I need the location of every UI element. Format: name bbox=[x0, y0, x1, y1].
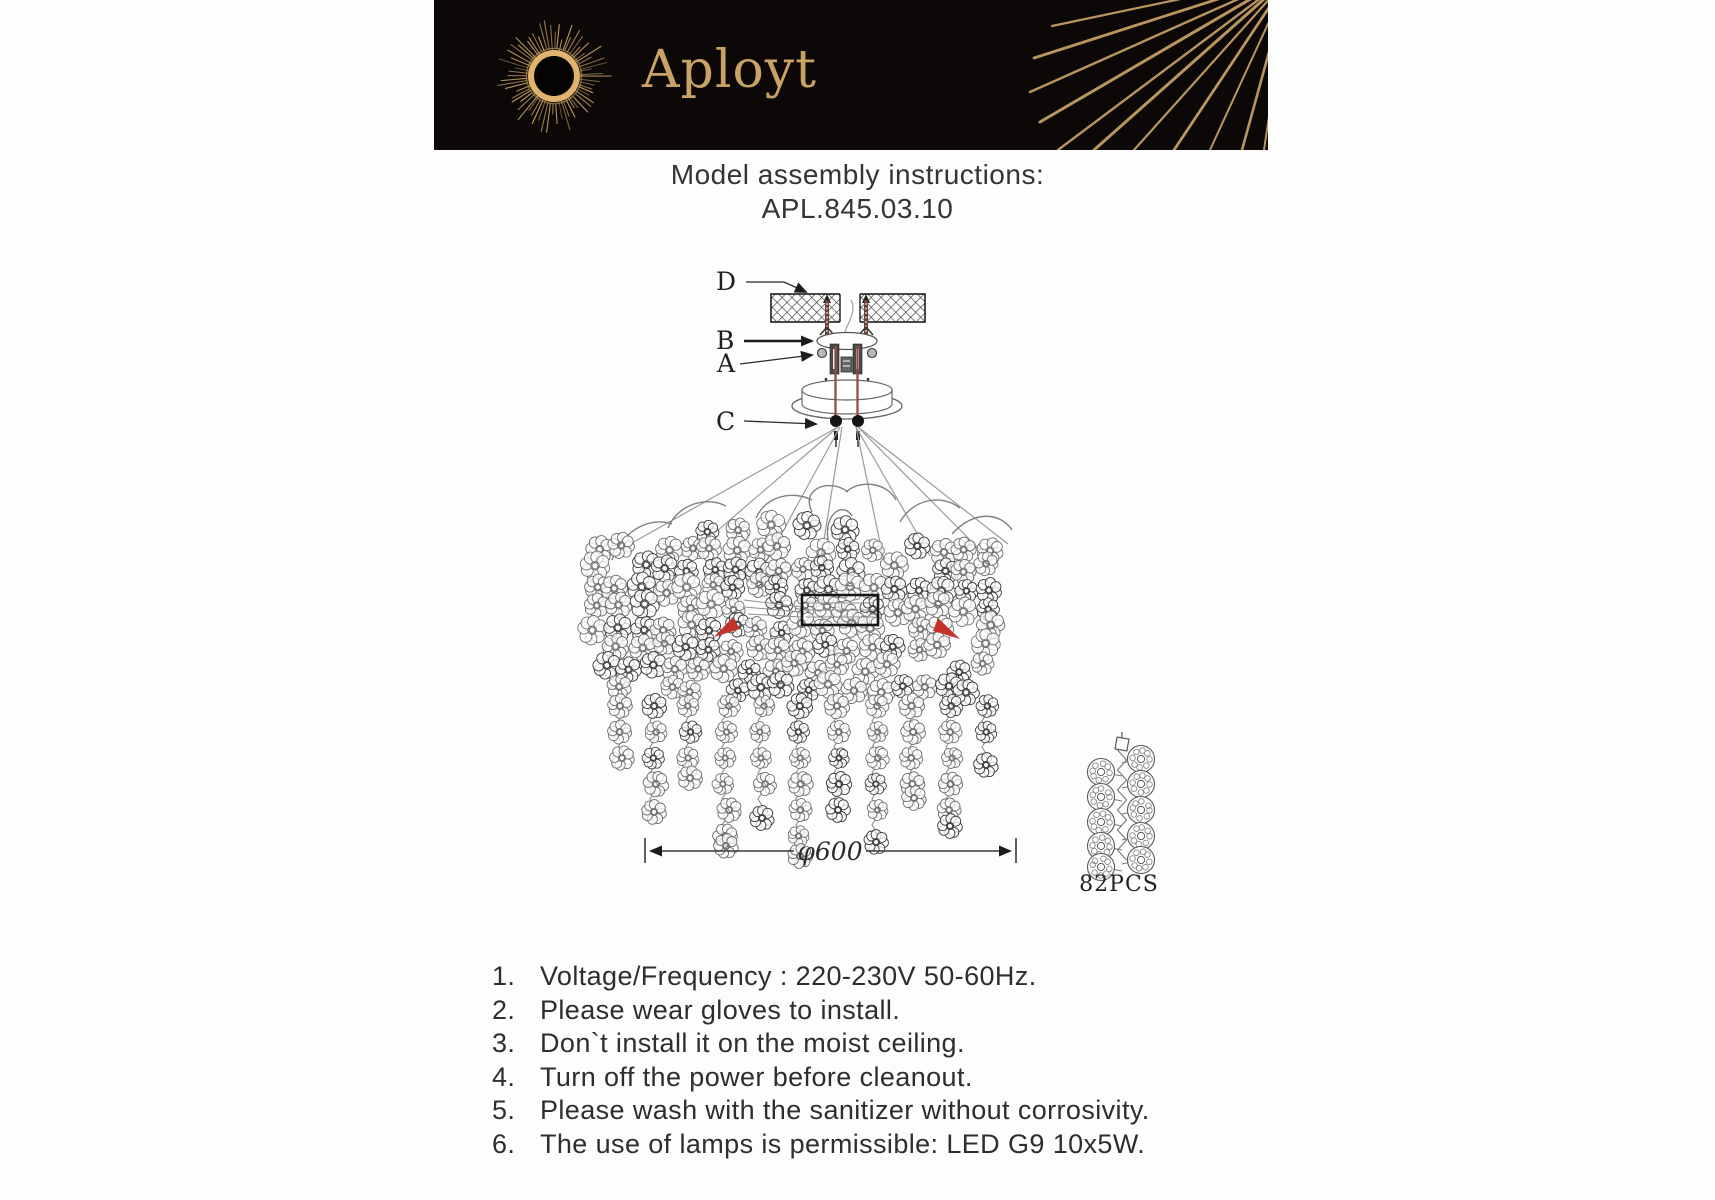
label-a: A bbox=[717, 349, 736, 378]
brand-name: Aployt bbox=[642, 40, 818, 100]
part-count-label: 82PCS bbox=[1079, 872, 1159, 897]
instruction-number: 5. bbox=[492, 1095, 516, 1125]
page-title: Model assembly instructions: bbox=[670, 159, 1045, 190]
instruction-item bbox=[492, 1061, 1150, 1095]
rays-decoration-icon bbox=[434, 0, 1268, 150]
instruction-item bbox=[492, 960, 1150, 994]
ceiling-mount bbox=[771, 293, 925, 447]
label-d: D bbox=[716, 267, 737, 296]
instruction-text: Please wash with the sanitizer without corrosivity. bbox=[540, 1095, 1150, 1125]
brand-banner bbox=[434, 0, 1268, 150]
instruction-number: 6. bbox=[492, 1128, 516, 1159]
label-b: B bbox=[716, 326, 735, 355]
instruction-number: 3. bbox=[492, 1028, 516, 1058]
instruction-number: 1. bbox=[492, 961, 516, 991]
instruction-item bbox=[492, 1027, 1150, 1061]
instructions-list bbox=[492, 960, 1150, 1161]
label-c: C bbox=[716, 407, 736, 436]
instruction-item bbox=[492, 1094, 1150, 1128]
dimension-label: φ600 bbox=[797, 837, 863, 866]
instruction-item bbox=[492, 1128, 1150, 1162]
instruction-text: The use of lamps is permissible: LED G9 10x5W. bbox=[540, 1128, 1146, 1159]
crystal-strand-part bbox=[1088, 732, 1155, 881]
instruction-text: Please wear gloves to install. bbox=[540, 994, 901, 1025]
instruction-text: Don`t install it on the moist ceiling. bbox=[540, 1028, 965, 1058]
instruction-text: Voltage/Frequency : 220-230V 50-60Hz. bbox=[540, 961, 1037, 991]
canopy bbox=[792, 380, 902, 419]
instruction-text: Turn off the power before cleanout. bbox=[540, 1061, 973, 1092]
instruction-number: 2. bbox=[492, 994, 516, 1025]
instruction-number: 4. bbox=[492, 1061, 516, 1092]
assembly-diagram bbox=[555, 238, 1215, 918]
chandelier-crystals bbox=[578, 510, 1005, 868]
model-number: APL.845.03.10 bbox=[761, 193, 954, 224]
dimension-line bbox=[645, 837, 1016, 866]
title-block bbox=[0, 158, 1715, 226]
instruction-item bbox=[492, 994, 1150, 1028]
